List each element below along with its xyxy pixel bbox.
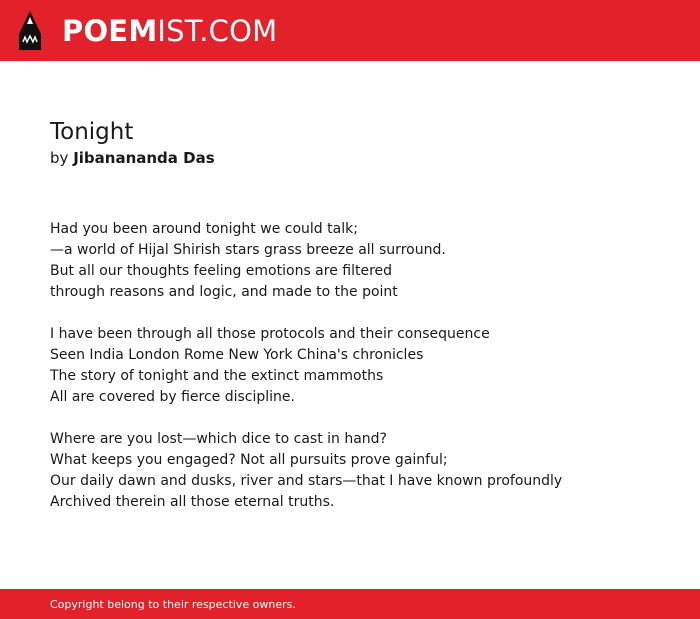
poem-line: The story of tonight and the extinct mammoths xyxy=(50,368,384,384)
poem-line: All are covered by fierce discipline. xyxy=(50,389,295,405)
site-footer xyxy=(0,589,700,619)
poem-line: I have been through all those protocols and their consequence xyxy=(50,326,490,342)
poem-line: through reasons and logic, and made to the point xyxy=(50,284,398,300)
poem-line: What keeps you engaged? Not all pursuits prove gainful; xyxy=(50,452,448,468)
stanza xyxy=(50,429,670,513)
poem-line: Had you been around tonight we could talk; xyxy=(50,221,358,237)
poem-line: Archived therein all those eternal truths. xyxy=(50,494,335,510)
poem-line: Where are you lost—which dice to cast in hand? xyxy=(50,431,387,447)
pen-nib-icon[interactable] xyxy=(18,10,42,52)
poem-line: —a world of Hijal Shirish stars grass breeze all surround. xyxy=(50,242,446,258)
author-name: Jibanananda Das xyxy=(73,149,215,167)
poem-line: But all our thoughts feeling emotions are filtered xyxy=(50,263,393,279)
site-logo-text[interactable] xyxy=(62,13,277,49)
by-label: by xyxy=(50,149,69,167)
poem-line: Our daily dawn and dusks, river and stars—that I have known profoundly xyxy=(50,473,563,489)
poem-body xyxy=(50,219,670,534)
copyright-text: Copyright belong to their respective owners. xyxy=(50,598,296,611)
stanza xyxy=(50,219,670,303)
poem-line: Seen India London Rome New York China's chronicles xyxy=(50,347,424,363)
poem-title: Tonight xyxy=(50,119,134,145)
byline xyxy=(50,148,215,168)
brand-light: IST.COM xyxy=(157,14,278,48)
stanza xyxy=(50,324,670,408)
site-header xyxy=(0,0,700,61)
brand-bold: POEM xyxy=(62,14,158,48)
